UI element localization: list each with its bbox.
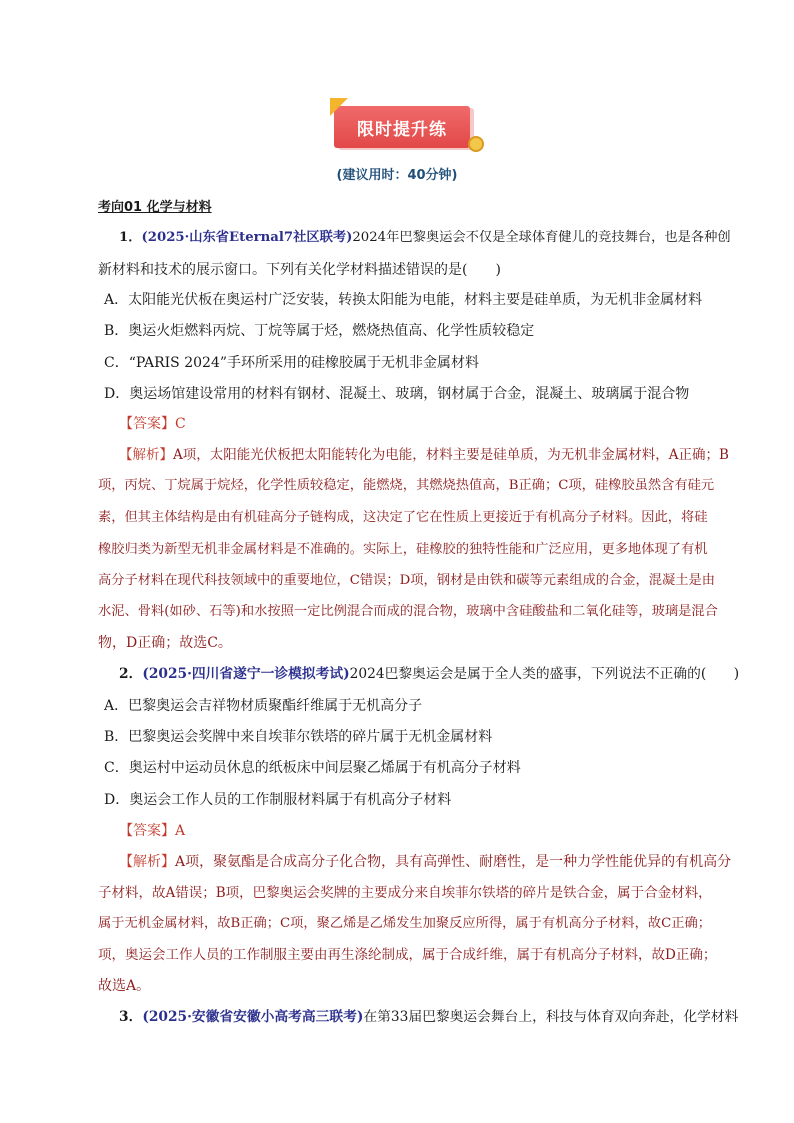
q2-option-d: D．奥运会工作人员的工作制服材料属于有机高分子材料 [104, 792, 452, 808]
q2-explanation-line: 属于无机金属材料，故B正确；C项，聚乙烯是乙烯发生加聚反应所得，属于有机高分子材料，故C正确； [98, 916, 712, 931]
q1-explanation-line: 素，但其主体结构是由有机硅高分子链构成，这决定了它在性质上更接近于有机高分子材料。因此，将硅 [98, 510, 708, 525]
q1-answer-value: C [175, 416, 186, 432]
q1-answer-label: 【答案】 [119, 416, 175, 432]
q1-explanation-line: 项，丙烷、丁烷属于烷烃，化学性质较稳定，能燃烧，其燃烧热值高，B正确；C项，硅橡胶虽然含有硅元 [98, 478, 715, 493]
banner [330, 98, 486, 158]
q1-number: 1． [119, 230, 142, 245]
q1-option-b: B．奥运火炬燃料丙烷、丁烷等属于烃，燃烧热值高、化学性质较稳定 [104, 323, 535, 339]
q2-option-a: A．巴黎奥运会吉祥物材质聚酯纤维属于无机高分子 [104, 698, 423, 714]
q2-explanation-text: A项，聚氨酯是合成高分子化合物，具有高弹性、耐磨性，是一种力学性能优异的有机高分 [175, 854, 732, 870]
q2-explanation-line: 项，奥运会工作人员的工作制服主要由再生涤纶制成，属于合成纤维，属于有机高分子材料，故D正确； [98, 947, 717, 963]
coin-icon [468, 136, 484, 152]
section-title: 考向01 化学与材料 [98, 200, 212, 215]
q1-option-d: D．奥运场馆建设常用的材料有钢材、混凝土、玻璃，钢材属于合金，混凝土、玻璃属于混合物 [104, 386, 690, 402]
q2-stem [119, 664, 739, 684]
q2-stem-text-1: 2024巴黎奥运会是属于全人类的盛事，下列说法不正确的( ) [349, 666, 740, 682]
q2-explanation-label: 【解析】 [119, 854, 175, 870]
q1-stem [119, 228, 739, 248]
q1-explanation-line: 橡胶归类为新型无机非金属材料是不准确的。实际上，硅橡胶的独特性能和广泛应用，更多地体现了有机 [98, 542, 708, 557]
q3-stem [119, 1007, 739, 1027]
q2-answer-label: 【答案】 [119, 823, 175, 839]
q2-option-c: C．奥运村中运动员休息的纸板床中间层聚乙烯属于有机高分子材料 [104, 760, 521, 776]
q2-answer-value: A [175, 823, 186, 839]
q1-explanation-line: 物，D正确；故选C。 [98, 635, 232, 651]
suggested-time: (建议用时：40分钟) [336, 168, 458, 183]
q1-stem-line-2: 新材料和技术的展示窗口。下列有关化学材料描述错误的是( ) [98, 262, 501, 278]
q3-number: 3． [119, 1009, 143, 1025]
q2-option-b: B．巴黎奥运会奖牌中来自埃菲尔铁塔的碎片属于无机金属材料 [104, 729, 493, 745]
banner-title: 限时提升练 [334, 106, 470, 148]
q2-explanation-line [119, 852, 739, 872]
q1-source: (2025·山东省Eternal7社区联考) [141, 230, 353, 245]
q1-option-a: A．太阳能光伏板在奥运村广泛安装，转换太阳能为电能，材料主要是硅单质，为无机非金属材料 [104, 292, 703, 308]
flag-icon [330, 98, 348, 116]
q1-stem-text-1: 2024年巴黎奥运会不仅是全球体育健儿的竞技舞台，也是各种创 [352, 230, 731, 245]
q2-number: 2． [119, 666, 143, 682]
q1-explanation-line: 水泥、骨料(如砂、石等)和水按照一定比例混合而成的混合物，玻璃中含硅酸盐和二氧化硅等，玻璃是混合 [98, 604, 718, 619]
q1-answer [119, 414, 739, 434]
q2-explanation-line: 子材料，故A错误；B项，巴黎奥运会奖牌的主要成分来自埃菲尔铁塔的碎片是铁合金，属于合金材料， [98, 885, 712, 901]
q3-stem-text-1: 在第33届巴黎奥运会舞台上，科技与体育双向奔赴，化学材料 [363, 1009, 739, 1025]
q1-explanation-line [119, 445, 739, 465]
q2-answer [119, 821, 739, 841]
q1-option-c: C．“PARIS 2024”手环所采用的硅橡胶属于无机非金属材料 [104, 355, 480, 371]
q1-explanation-line: 高分子材料在现代科技领域中的重要地位，C错误；D项，钢材是由铁和碳等元素组成的合金，混凝土是由 [98, 573, 716, 588]
q1-explanation-text: A项，太阳能光伏板把太阳能转化为电能，材料主要是硅单质，为无机非金属材料，A正确；B [173, 447, 729, 463]
q1-explanation-label: 【解析】 [119, 447, 173, 463]
q3-source: (2025·安徽省安徽小高考高三联考) [142, 1009, 364, 1025]
q2-explanation-line: 故选A。 [98, 978, 151, 994]
q2-source: (2025·四川省遂宁一诊模拟考试) [142, 666, 350, 682]
